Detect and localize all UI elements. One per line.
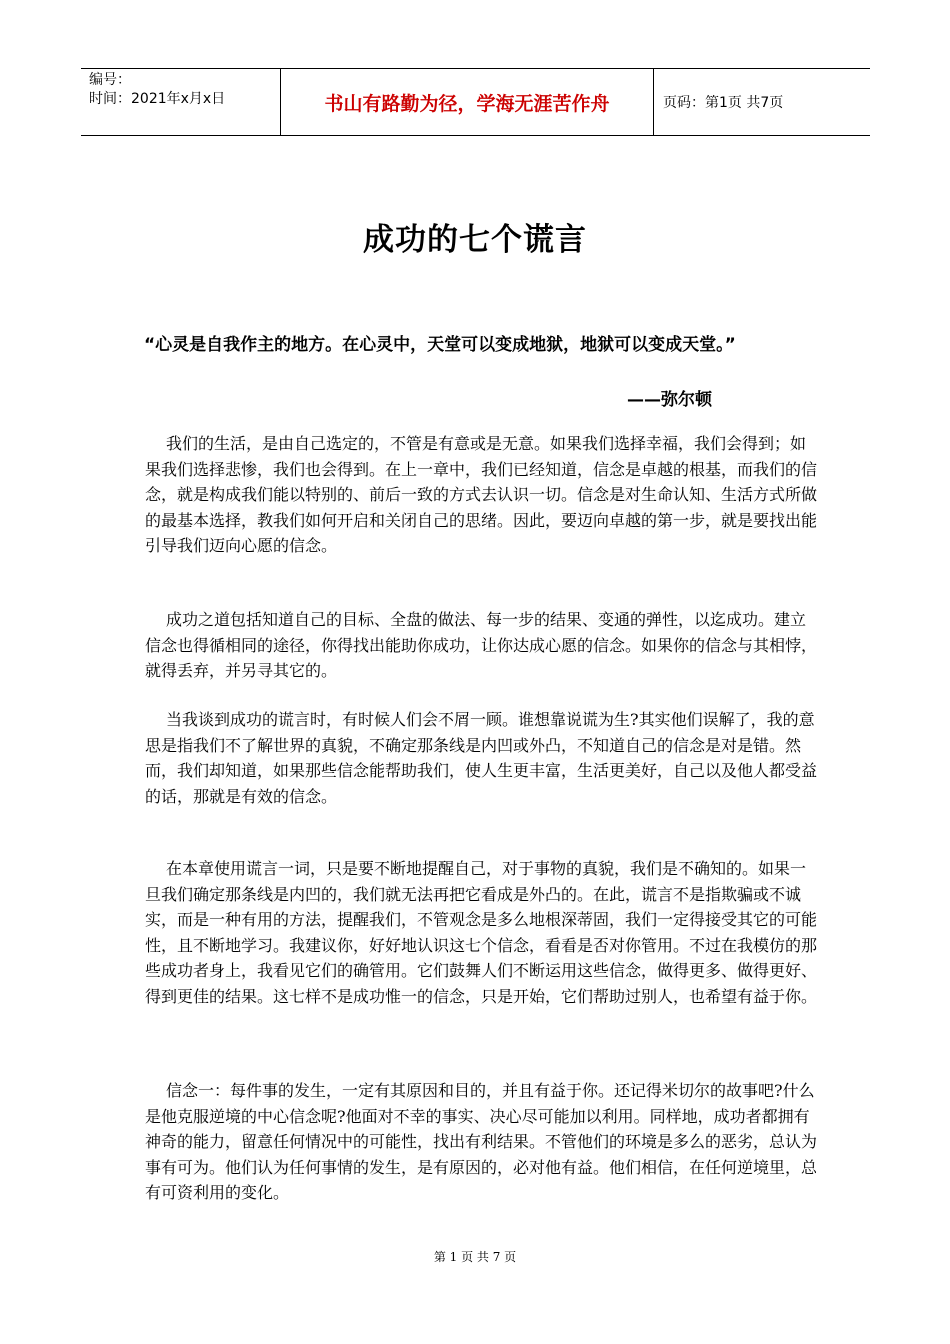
epigraph-attribution: ——弥尔顿 [627,390,712,410]
header-page-cell [654,69,870,135]
number-label: 编号： [89,72,131,88]
page-info: 页码：第1页 共7页 [663,95,784,111]
epigraph-quote: “心灵是自我作主的地方。在心灵中，天堂可以变成地狱，地狱可以变成天堂。” [144,335,736,355]
header-motto-cell [280,69,654,135]
paragraph-3: 当我谈到成功的谎言时，有时候人们会不屑一顾。谁想靠说谎为生?其实他们误解了，我的意思是指我们不了解世界的真貌，不确定那条线是内凹或外凸，不知道自己的信念是对是错。然而，我们却知道，如果那些信念能帮助我们，使人生更丰富，生活更美好，自己以及他人都受益的话，那就是有效的信念。 [145,710,818,806]
time-label: 时间：2021年x月x日 [89,91,226,107]
page-footer: 第 1 页 共 7 页 [433,1250,517,1264]
paragraph-5: 信念一：每件事的发生，一定有其原因和目的，并且有益于你。还记得米切尔的故事吧?什么是他克服逆境的中心信念呢?他面对不幸的事实、决心尽可能加以利用。同样地，成功者都拥有神奇的能力，留意任何情况中的可能性，找出有利结果。不管他们的环境是多么的恶劣，总认为事有可为。他们认为任何事情的发生，是有原因的，必对他有益。他们相信，在任何逆境里，总有可资利用的变化。 [145,1081,818,1202]
paragraph-1: 我们的生活，是由自己选定的，不管是有意或是无意。如果我们选择幸福，我们会得到；如果我们选择悲惨，我们也会得到。在上一章中，我们已经知道，信念是卓越的根基，而我们的信念，就是构成我们能以特别的、前后一致的方式去认识一切。信念是对生命认知、生活方式所做的最基本选择，教我们如何开启和关闭自己的思绪。因此，要迈向卓越的第一步，就是要找出能引导我们迈向心愿的信念。 [145,434,818,555]
paragraph-2: 成功之道包括知道自己的目标、全盘的做法、每一步的结果、变通的弹性，以迄成功。建立信念也得循相同的途径，你得找出能助你成功，让你达成心愿的信念。如果你的信念与其相悖，就得丢弃，并另寻其它的。 [145,610,818,680]
document-title: 成功的七个谎言 [363,222,587,258]
page-header [81,68,870,136]
header-meta [81,69,280,135]
motto-text: 书山有路勤为径，学海无涯苦作舟 [324,92,610,115]
paragraph-4: 在本章使用谎言一词，只是要不断地提醒自己，对于事物的真貌，我们是不确知的。如果一旦我们确定那条线是内凹的，我们就无法再把它看成是外凸的。在此，谎言不是指欺骗或不诚实，而是一种有用的方法，提醒我们，不管观念是多么地根深蒂固，我们一定得接受其它的可能性，且不断地学习。我建议你，好好地认识这七个信念，看看是否对你管用。不过在我模仿的那些成功者身上，我看见它们的确管用。它们鼓舞人们不断运用这些信念，做得更多、做得更好、得到更佳的结果。这七样不是成功惟一的信念，只是开始，它们帮助过别人，也希望有益于你。 [145,859,818,1006]
